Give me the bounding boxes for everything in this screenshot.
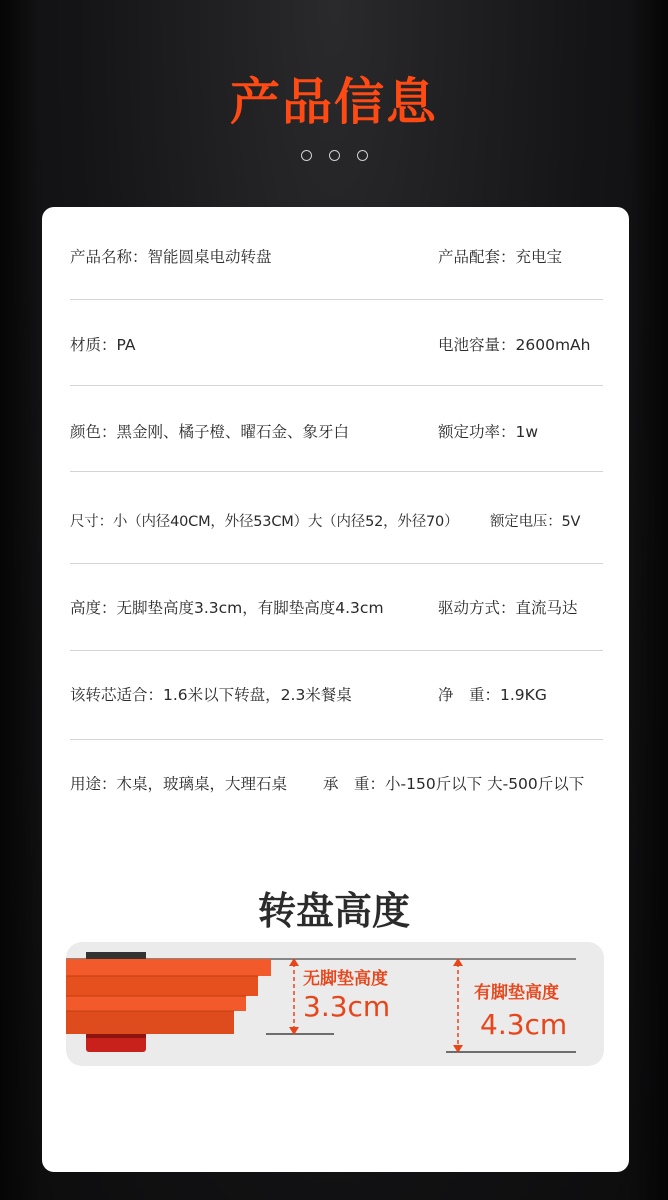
spec-right: 额定电压：5V [490, 513, 581, 530]
spec-left: 颜色：黑金刚、橘子橙、曜石金、象牙白 [70, 423, 350, 441]
spec-row [70, 679, 603, 709]
spec-left: 尺寸：小（内径40CM，外径53CM）大（内径52，外径70） [70, 513, 459, 530]
spec-left: 用途：木桌，玻璃桌，大理石桌 [70, 775, 288, 793]
circle-icon [301, 150, 312, 161]
with-pad-label: 有脚垫高度 [474, 983, 559, 1003]
divider [70, 471, 603, 472]
spec-right: 电池容量：2600mAh [438, 336, 591, 354]
divider [70, 385, 603, 386]
divider [70, 650, 603, 651]
no-pad-dimension-arrow [289, 958, 299, 1035]
circle-icon [329, 150, 340, 161]
section-title: 转盘高度 [257, 889, 410, 933]
spec-left: 产品名称：智能圆桌电动转盘 [70, 248, 272, 266]
spec-right: 额定功率：1w [438, 423, 539, 441]
height-diagram [66, 942, 604, 1066]
foot-pad [86, 1034, 146, 1052]
spec-right: 承 重：小-150斤以下 大-500斤以下 [323, 775, 585, 793]
with-pad-dimension-arrow [453, 958, 463, 1053]
spec-left: 材质：PA [70, 336, 136, 354]
spec-row [70, 768, 603, 798]
spec-right: 驱动方式：直流马达 [438, 599, 578, 617]
spec-row [70, 241, 603, 271]
divider [70, 299, 603, 300]
right-edge-shadow [628, 0, 668, 1200]
turntable-height-illustration [66, 942, 604, 1066]
decorative-dots [0, 150, 668, 161]
spec-left: 高度：无脚垫高度3.3cm，有脚垫高度4.3cm [70, 599, 384, 617]
left-edge-shadow [0, 0, 40, 1200]
spec-right: 产品配套：充电宝 [438, 248, 563, 266]
with-pad-value: 4.3cm [480, 1008, 568, 1041]
no-pad-label: 无脚垫高度 [303, 969, 388, 989]
spec-row [70, 592, 603, 622]
circle-icon [357, 150, 368, 161]
divider [70, 563, 603, 564]
no-pad-value: 3.3cm [303, 990, 391, 1023]
turntable-body [66, 952, 271, 1034]
page-title: 产品信息 [230, 73, 438, 131]
spec-row [70, 416, 603, 446]
spec-row [70, 329, 603, 359]
spec-left: 该转芯适合：1.6米以下转盘，2.3米餐桌 [70, 686, 352, 704]
spec-row [70, 505, 603, 535]
spec-right: 净 重：1.9KG [438, 686, 547, 704]
divider [70, 739, 603, 740]
